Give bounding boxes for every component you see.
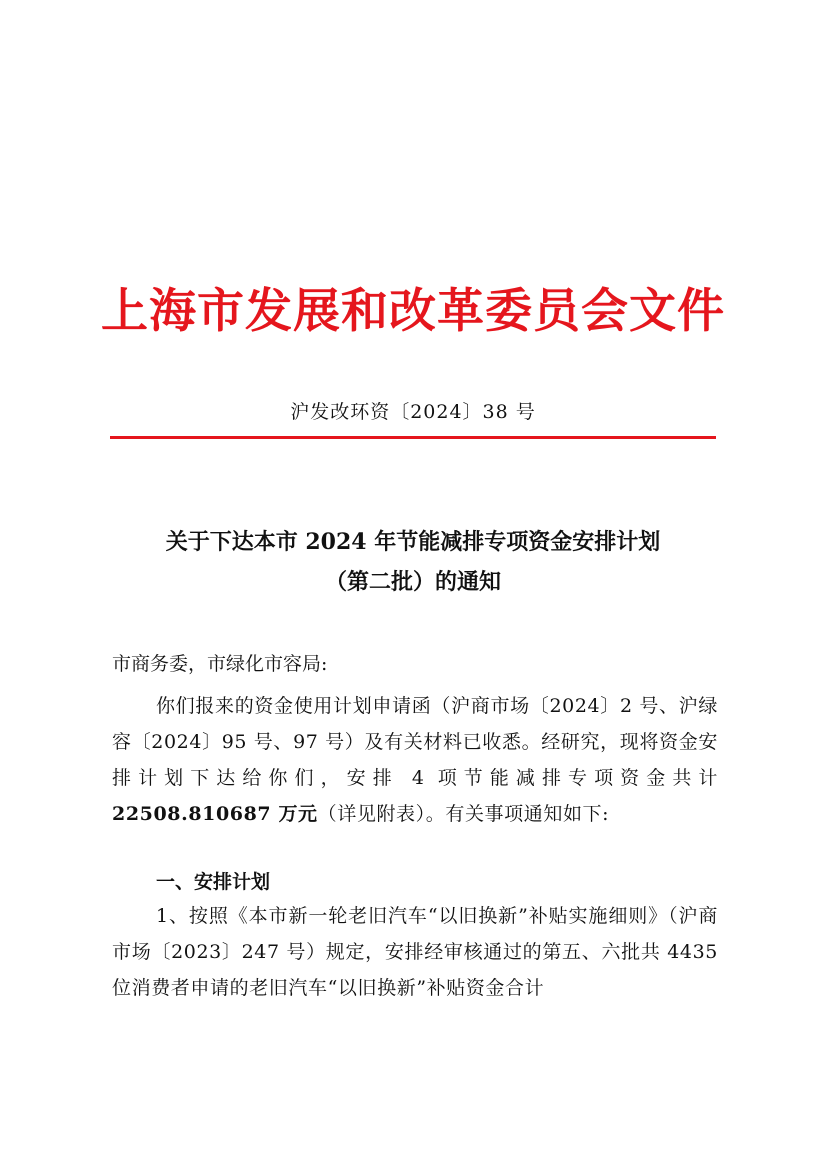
paragraph-2: 1、按照《本市新一轮老旧汽车“以旧换新”补贴实施细则》（沪商市场〔2023〕247 号）规定，安排经审核通过的第五、六批共 4435 位消费者申请的老旧汽车“以旧换新”补贴资金合计 xyxy=(112,905,718,999)
document-number: 沪发改环资〔2024〕38 号 xyxy=(290,401,536,423)
section-1-heading: 一、安排计划 xyxy=(156,871,271,893)
paragraph-1-text-end: （详见附表）。有关事项通知如下: xyxy=(317,803,610,825)
notice-title-line1: 关于下达本市 2024 年节能减排专项资金安排计划 xyxy=(165,529,661,555)
paragraph-1-text: 你们报来的资金使用计划申请函（沪商市场〔2024〕2 号、沪绿容〔2024〕95 号、97 号）及有关材料已收悉。经研究，现将资金安排计划下达给你们，安排 4 项节能减排专项资金共计 xyxy=(112,695,718,789)
red-divider-line xyxy=(110,436,716,439)
funding-amount: 22508.810687 万元 xyxy=(112,803,318,825)
salutation: 市商务委，市绿化市容局: xyxy=(112,653,328,675)
notice-title-line2: （第二批）的通知 xyxy=(324,569,501,595)
paragraph-1 xyxy=(112,688,718,832)
masthead-title: 上海市发展和改革委员会文件 xyxy=(101,284,725,339)
